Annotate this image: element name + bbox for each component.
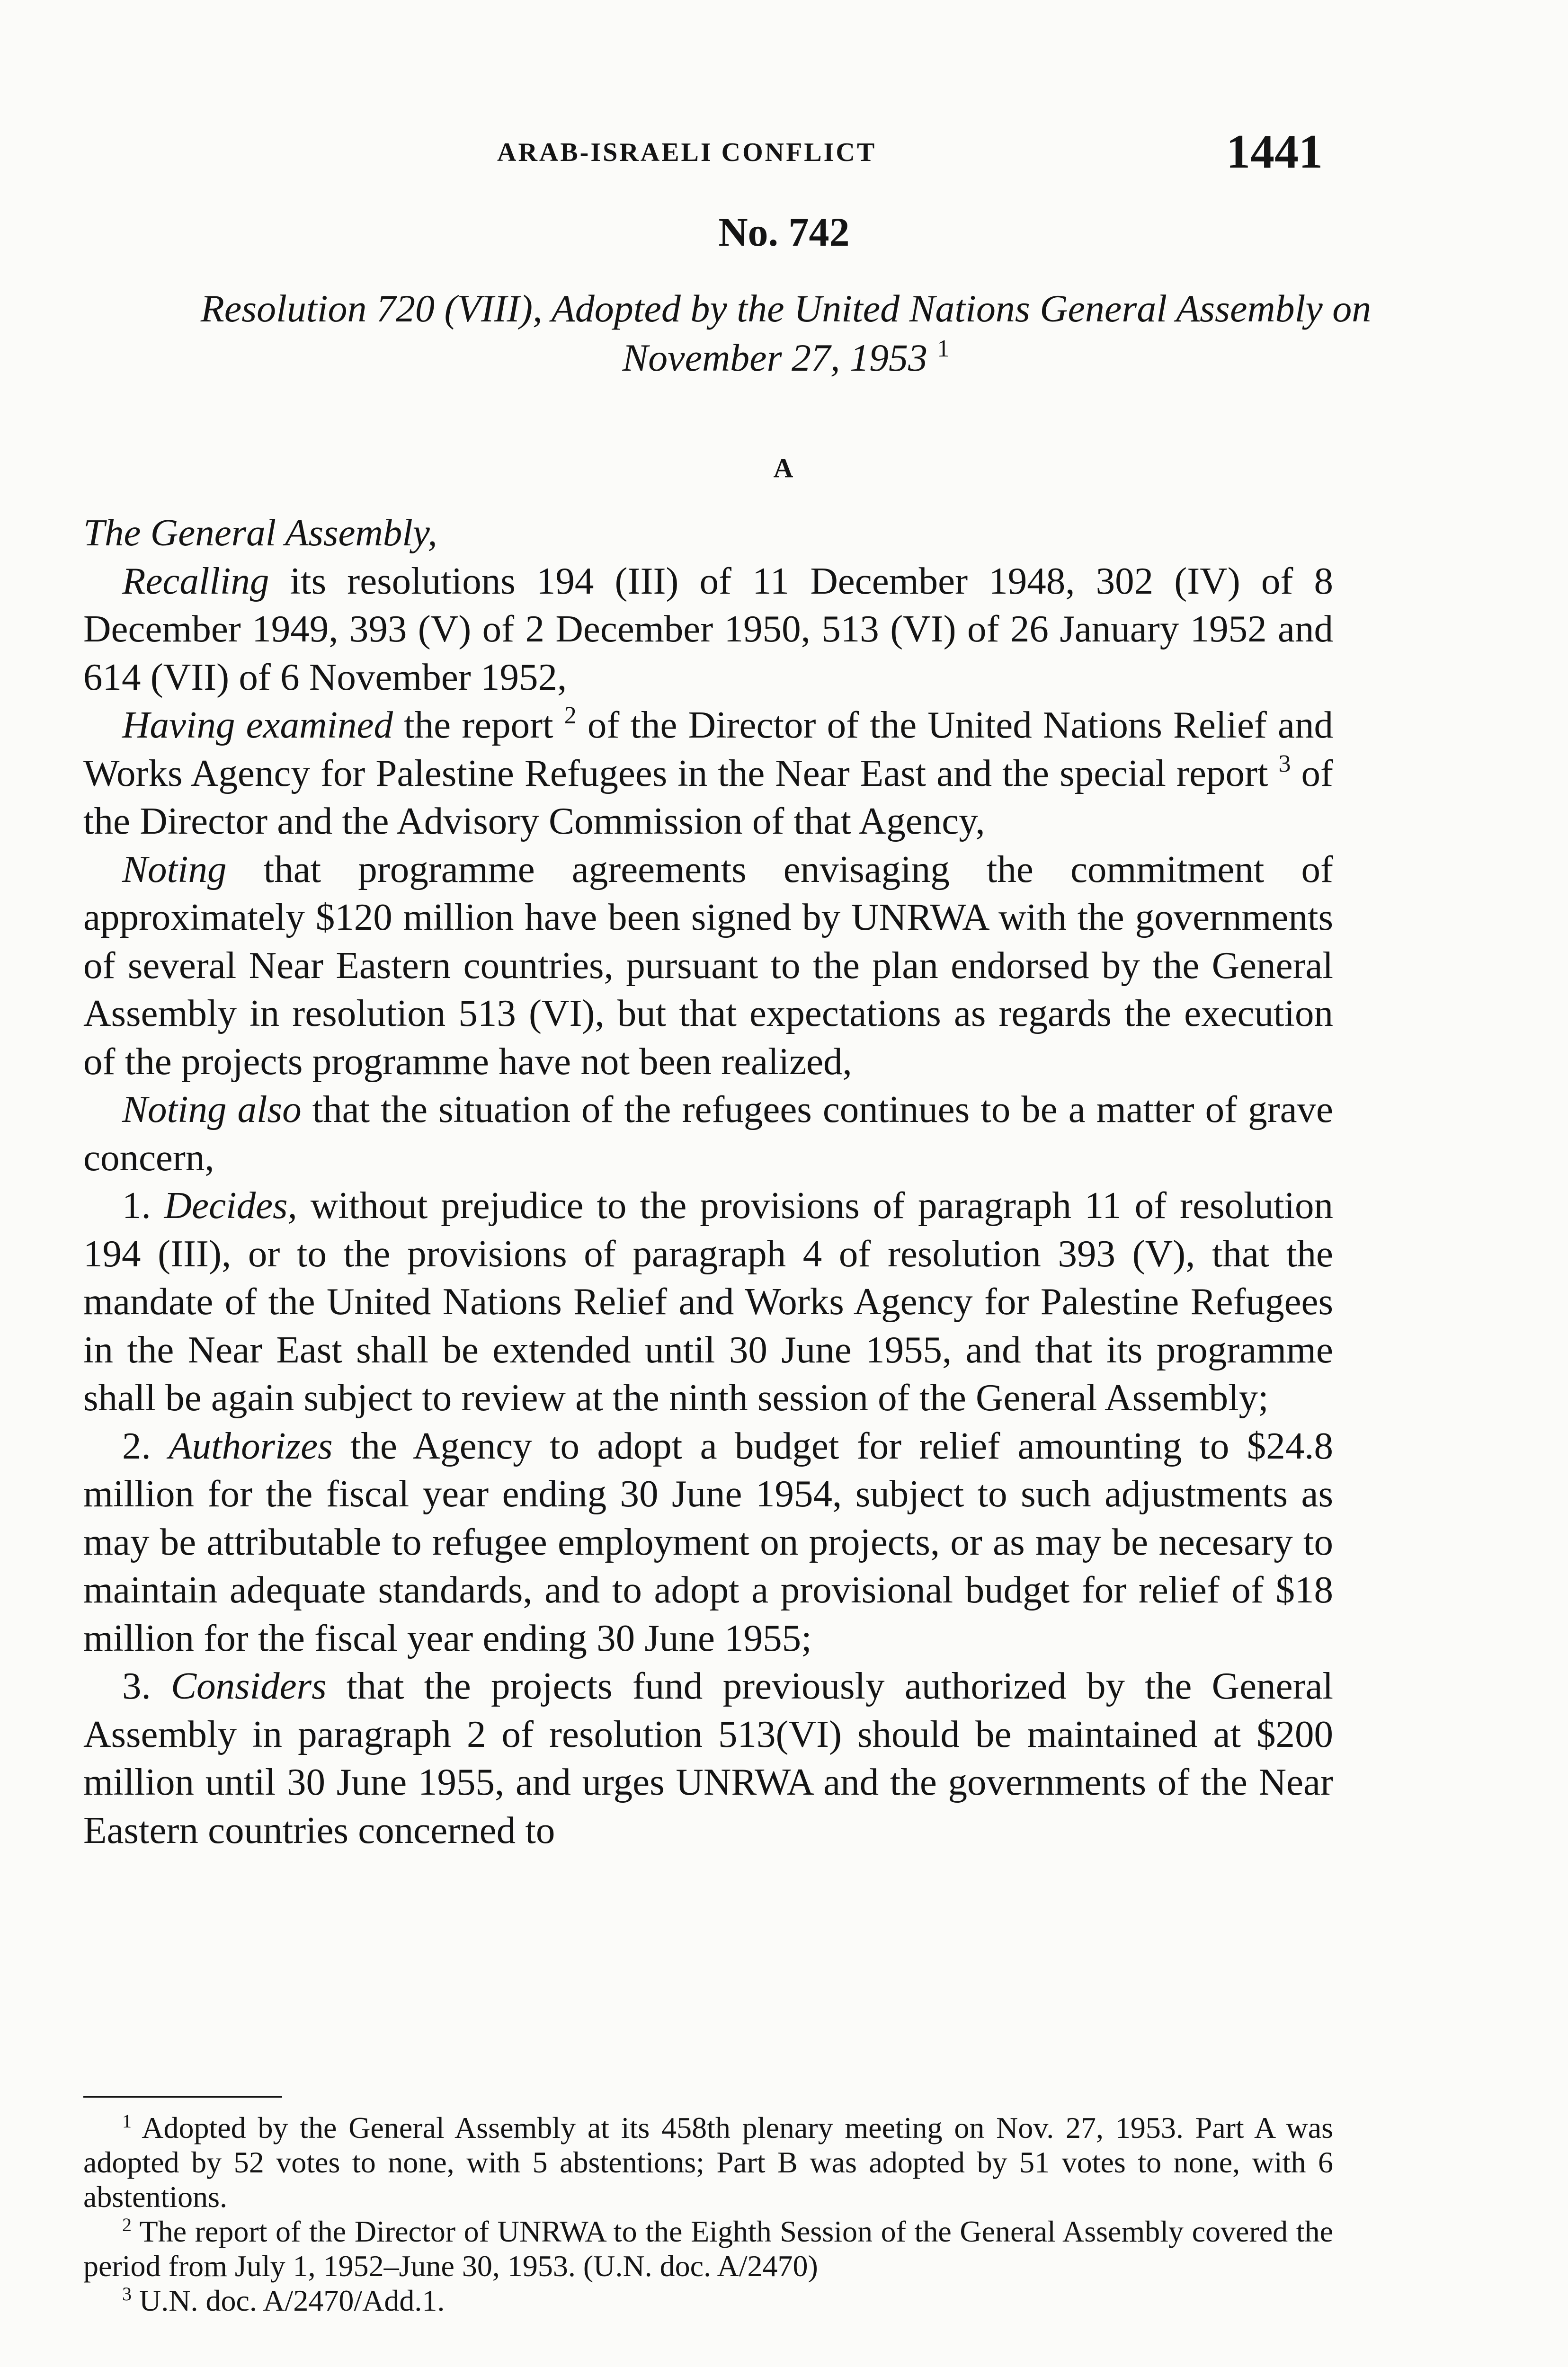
paragraph-text: without prejudice to the provisions of paragraph 11 of resolution 194 (III), or to the provisions of paragraph 4 of resolution 393 (V), that the mandate of the United Nations Relief and Works Agency for Palestine Refugees in the Near East shall be extended until 30 June 1955, and that its programme shall be again subject to review at the ninth session of the General Assembly;	[83, 1184, 1333, 1419]
footnote-1	[83, 2110, 1333, 2214]
lead-word: Having examined	[122, 703, 393, 746]
paragraph-number: 2.	[122, 1424, 169, 1467]
paragraph-noting	[83, 845, 1333, 1086]
lead-word: Noting also	[122, 1088, 302, 1130]
footnote-divider	[83, 2096, 282, 2098]
lead-word: Decides,	[164, 1184, 297, 1227]
paragraph-having-examined	[83, 701, 1333, 845]
paragraph-recalling	[83, 557, 1333, 702]
footnote-text: U.N. doc. A/2470/Add.1.	[132, 2284, 445, 2317]
footnote-2	[83, 2214, 1333, 2283]
lead-word: Authorizes	[169, 1424, 333, 1467]
footnote-ref-2: 2	[564, 702, 577, 729]
footnote-text: Adopted by the General Assembly at its 458th plenary meeting on Nov. 27, 1953. Part A was adopted by 52 votes to none, with 5 abstentions; Part B was adopted by 51 votes to none, with 6 abstentions.	[83, 2111, 1333, 2214]
document-number: No. 742	[718, 209, 850, 255]
resolution-body	[83, 509, 1333, 1854]
document-title-text: Resolution 720 (VIII), Adopted by the United Nations General Assembly on November 27, 1953	[200, 287, 1372, 379]
footnote-3	[83, 2283, 1333, 2318]
opening-phrase: The General Assembly,	[83, 511, 437, 554]
footnote-ref-3: 3	[1278, 750, 1291, 777]
paragraph-text: that the projects fund previously authorized by the General Assembly in paragraph 2 of resolution 513(VI) should be maintained at $200 million until 30 June 1955, and urges UNRWA and the governments of the Near Eastern countries concerned to	[83, 1664, 1333, 1851]
paragraph-text: that programme agreements envisaging the commitment of approximately $120 million have been signed by UNRWA with the governments of several Near Eastern countries, pursuant to the plan endorsed by the General Assembly in resolution 513 (VI), but that expectations as regards the execution of the projects programme have not been realized,	[83, 847, 1333, 1083]
footnote-mark: 2	[122, 2214, 132, 2235]
paragraph-number: 1.	[122, 1184, 164, 1227]
paragraph-2-authorizes	[83, 1422, 1333, 1663]
running-head: ARAB-ISRAELI CONFLICT	[497, 138, 877, 167]
paragraph-text: of the Director and the Advisory Commission of that Agency,	[83, 751, 1334, 842]
paragraph-number: 3.	[122, 1664, 171, 1707]
lead-word: Noting	[122, 847, 227, 890]
footnotes	[83, 2110, 1333, 2318]
page-number: 1441	[1226, 125, 1323, 178]
paragraph-text: that the situation of the refugees continues to be a matter of grave concern,	[83, 1088, 1333, 1179]
paragraph-text: the report	[392, 703, 564, 746]
footnote-ref-1: 1	[937, 335, 950, 362]
paragraph-text: its resolutions 194 (III) of 11 December 1948, 302 (IV) of 8 December 1949, 393 (V) of 2 December 1950, 513 (VI) of 26 January 1952 and 614 (VII) of 6 November 1952,	[83, 559, 1333, 698]
document-title	[133, 284, 1439, 383]
part-label: A	[773, 453, 795, 483]
paragraph-1-decides	[83, 1182, 1333, 1422]
footnote-text: The report of the Director of UNRWA to the Eighth Session of the General Assembly covered the period from July 1, 1952–June 30, 1953. (U.N. doc. A/2470)	[83, 2215, 1333, 2283]
footnote-mark: 1	[122, 2110, 132, 2132]
paragraph-3-considers	[83, 1662, 1333, 1854]
paragraph-text: of the Director of the United Nations Relief and Works Agency for Palestine Refugees in the Near East and the special report	[83, 703, 1334, 794]
paragraph-text: the Agency to adopt a budget for relief amounting to $24.8 million for the fiscal year ending 30 June 1954, subject to such adjustments as may be attributable to refugee employment on projects, or as may be necesary to maintain adequate standards, and to adopt a provisional budget for relief of $18 million for the fiscal year ending 30 June 1955;	[83, 1424, 1334, 1659]
footnote-mark: 3	[122, 2283, 132, 2305]
lead-word: Recalling	[122, 559, 269, 602]
paragraph-noting-also	[83, 1086, 1333, 1182]
lead-word: Considers	[171, 1664, 327, 1707]
